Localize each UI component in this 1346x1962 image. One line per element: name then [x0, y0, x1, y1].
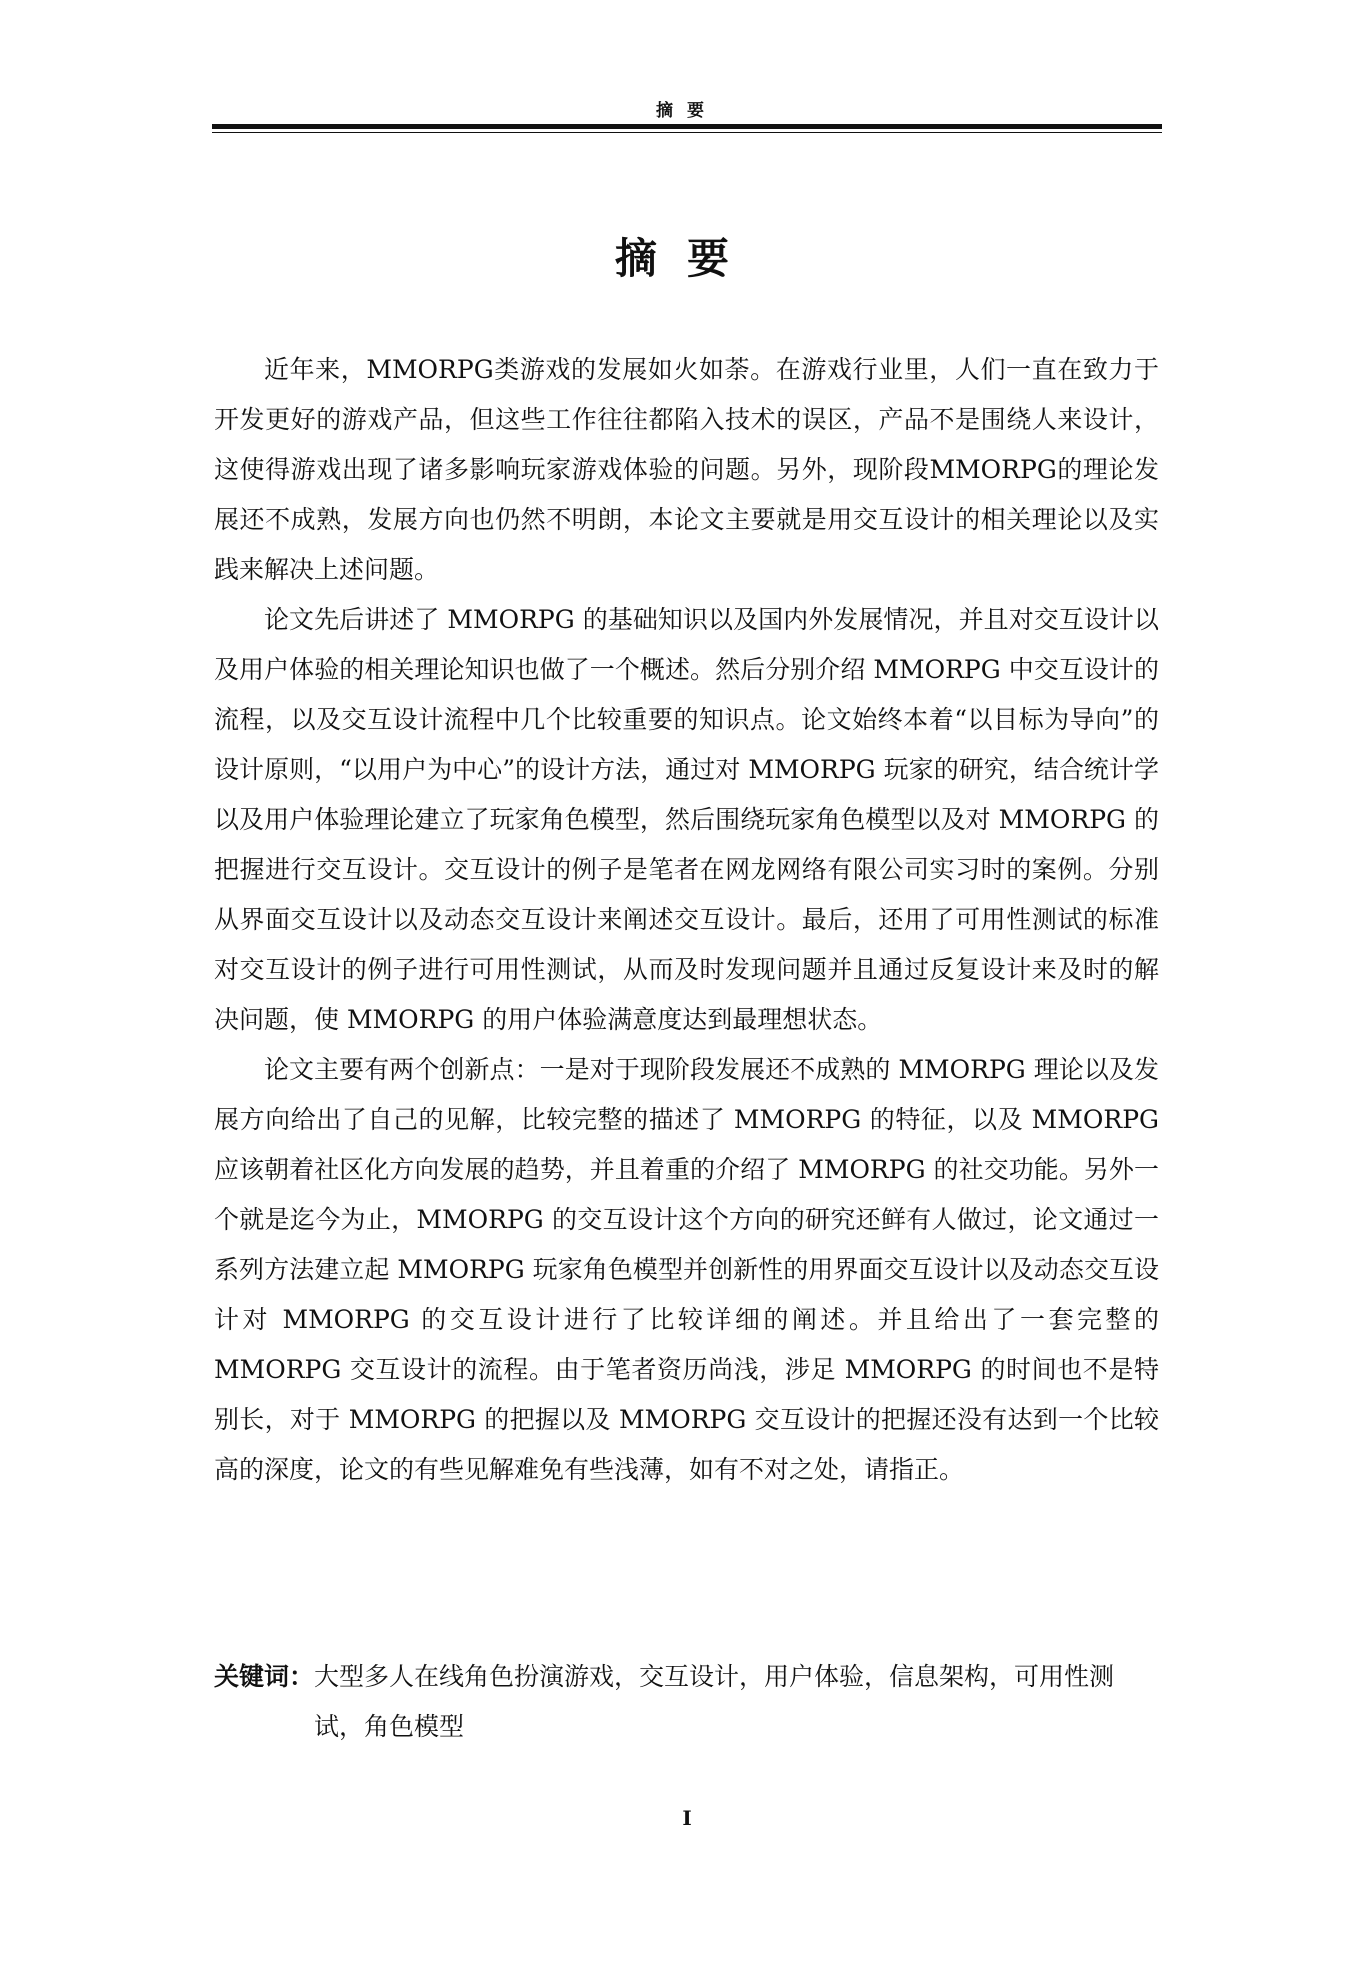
- running-header: 摘要: [656, 101, 718, 121]
- header-rule: [212, 124, 1162, 129]
- keywords: [214, 1652, 1159, 1752]
- abstract-paragraph-2: 论文先后讲述了 MMORPG 的基础知识以及国内外发展情况，并且对交互设计以及用户体验的相关理论知识也做了一个概述。然后分别介绍 MMORPG 中交互设计的流程，以及交互设计流程中几个比较重要的知识点。论文始终本着“以目标为导向”的设计原则，“以用户为中心”的设计方法，通过对 MMORPG 玩家的研究，结合统计学以及用户体验理论建立了玩家角色模型，然后围绕玩家角色模型以及对 MMORPG 的把握进行交互设计。交互设计的例子是笔者在网龙网络有限公司实习时的案例。分别从界面交互设计以及动态交互设计来阐述交互设计。最后，还用了可用性测试的标准对交互设计的例子进行可用性测试，从而及时发现问题并且通过反复设计来及时的解决问题，使 MMORPG 的用户体验满意度达到最理想状态。: [214, 605, 1159, 1034]
- page-title: 摘要: [614, 234, 759, 283]
- abstract-paragraph-3: 论文主要有两个创新点：一是对于现阶段发展还不成熟的 MMORPG 理论以及发展方向给出了自己的见解，比较完整的描述了 MMORPG 的特征，以及 MMORPG 应该朝着社区化方向发展的趋势，并且着重的介绍了 MMORPG 的社交功能。另外一个就是迄今为止，MMORPG 的交互设计这个方向的研究还鲜有人做过，论文通过一系列方法建立起 MMORPG 玩家角色模型并创新性的用界面交互设计以及动态交互设计对 MMORPG 的交互设计进行了比较详细的阐述。并且给出了一套完整的 MMORPG 交互设计的流程。由于笔者资历尚浅，涉足 MMORPG 的时间也不是特别长，对于 MMORPG 的把握以及 MMORPG 交互设计的把握还没有达到一个比较高的深度，论文的有些见解难免有些浅薄，如有不对之处，请指正。: [214, 1055, 1159, 1484]
- keywords-label: 关键词：: [214, 1662, 315, 1691]
- page-number: I: [682, 1806, 692, 1830]
- abstract-paragraph-1: 近年来，MMORPG类游戏的发展如火如荼。在游戏行业里，人们一直在致力于开发更好的游戏产品，但这些工作往往都陷入技术的误区，产品不是围绕人来设计，这使得游戏出现了诸多影响玩家游戏体验的问题。另外，现阶段MMORPG的理论发展还不成熟，发展方向也仍然不明朗，本论文主要就是用交互设计的相关理论以及实践来解决上述问题。: [214, 355, 1159, 584]
- abstract-body: [214, 345, 1159, 1495]
- keywords-text: 大型多人在线角色扮演游戏，交互设计，用户体验，信息架构，可用性测试，角色模型: [314, 1662, 1115, 1741]
- header-rule-thin: [212, 132, 1162, 133]
